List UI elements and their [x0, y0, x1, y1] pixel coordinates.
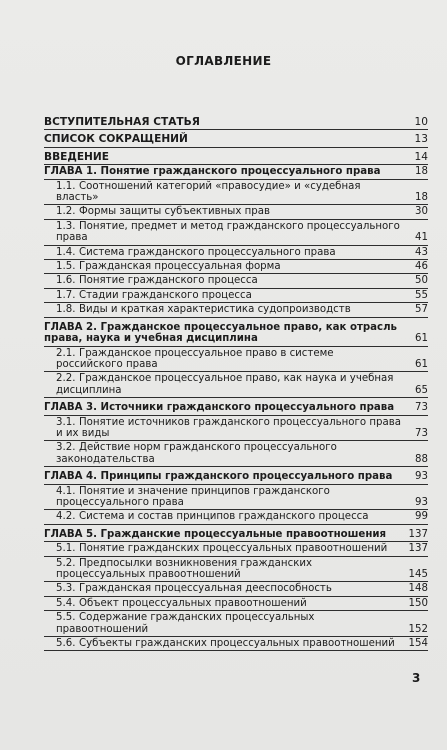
toc-entry-page: 10 [414, 116, 428, 128]
toc-section-3-1 [44, 416, 428, 442]
toc-entry-title: Понятие гражданского процесса [79, 275, 258, 287]
toc-section-3-2 [44, 441, 428, 467]
toc-section-number: 1.3. [56, 220, 76, 232]
toc-chapter-2 [44, 321, 428, 347]
toc-section-number: 1.6. [56, 275, 76, 287]
toc-entry-title: Формы защиты субъективных прав [79, 206, 270, 218]
toc-section-1-3 [44, 220, 428, 246]
toc-entry-title: Содержание гражданских процессуальных правоотношений [56, 612, 315, 635]
toc-section-5-5 [44, 611, 428, 637]
toc-section-number: 1.4. [56, 246, 76, 258]
toc-section-number: 5.3. [56, 583, 76, 595]
toc-entry-page: 41 [415, 232, 428, 244]
toc-entry-title: Гражданская процессуальная дееспособность [79, 583, 332, 595]
toc-entry-page: 61 [415, 333, 428, 345]
toc-entry-title: Виды и краткая характеристика судопроизводств [79, 304, 351, 316]
toc-entry-title: СПИСОК СОКРАЩЕНИЙ [44, 133, 188, 146]
toc-entry-page: 99 [415, 511, 428, 523]
toc-chapter-3 [44, 401, 428, 415]
toc-entry-title: Предпосылки возникновения гражданских процессуальных правоотношений [56, 557, 312, 580]
toc-entry-page: 57 [415, 304, 428, 316]
toc-entry-title: ВВЕДЕНИЕ [44, 150, 110, 163]
toc-section-number: 1.2. [56, 206, 76, 218]
toc-entry-title: ГЛАВА 4. Принципы гражданского процессуального права [44, 471, 393, 483]
toc-entry-title: Стадии гражданского процесса [79, 289, 252, 301]
toc-entry-page: 61 [415, 358, 428, 370]
toc-entry-title: Гражданская процессуальная форма [79, 261, 281, 273]
toc-entry-title: ГЛАВА 2. Гражданское процессуальное право, как отрасль права, наука и учебная дисциплина [44, 321, 397, 345]
toc-entry-page: 137 [408, 528, 428, 540]
toc-entry-title: Понятие гражданских процессуальных правоотношений [79, 543, 388, 555]
toc-entry-page: 148 [408, 583, 428, 595]
toc-section-4-1 [44, 485, 428, 511]
toc-entry-page: 88 [415, 453, 428, 465]
page-number: 3 [412, 671, 421, 685]
toc-entry-page: 137 [408, 543, 428, 555]
toc-section-number: 5.2. [56, 557, 76, 569]
toc-chapter-1 [44, 165, 428, 179]
toc-entry-title: Гражданское процессуальное право, как наука и учебная дисциплина [56, 373, 394, 396]
toc-entry-intro-article [44, 116, 428, 130]
toc-chapter-4 [44, 470, 428, 484]
toc-section-2-2 [44, 372, 428, 398]
toc-entry-title: ГЛАВА 3. Источники гражданского процессуального права [44, 402, 395, 414]
toc-entry-page: 154 [408, 638, 428, 650]
toc-entry-title: Система гражданского процессуального права [79, 246, 336, 258]
toc-entry-introduction [44, 151, 428, 165]
toc-entry-title: Гражданское процессуальное право в системе российского права [56, 347, 334, 370]
toc-section-1-4 [44, 246, 428, 260]
toc-entry-title: ГЛАВА 5. Гражданские процессуальные правоотношения [44, 528, 387, 540]
toc-section-number: 1.5. [56, 261, 76, 273]
toc-section-1-1 [44, 180, 428, 206]
toc-section-5-3 [44, 582, 428, 596]
toc-section-5-2 [44, 557, 428, 583]
page-title: ОГЛАВЛЕНИЕ [175, 54, 272, 68]
toc-entry-title: Понятие и значение принципов гражданского процессуального права [56, 485, 330, 508]
toc-entry-page: 46 [415, 261, 428, 273]
toc-entry-page: 150 [408, 597, 428, 609]
toc-entry-page: 30 [415, 206, 428, 218]
toc-section-2-1 [44, 347, 428, 373]
toc-section-number: 5.6. [56, 638, 76, 650]
toc-entry-page: 65 [415, 384, 428, 396]
toc-section-1-7 [44, 289, 428, 303]
toc-section-1-6 [44, 274, 428, 288]
toc-section-number: 3.1. [56, 416, 76, 428]
toc-section-5-4 [44, 597, 428, 611]
toc-entry-title: Соотношений категорий «правосудие» и «судебная власть» [56, 180, 361, 204]
toc-entry-title: Действие норм гражданского процессуального законодательства [56, 442, 337, 465]
toc-entry-page: 73 [415, 427, 428, 439]
toc-section-1-2 [44, 205, 428, 219]
toc-entry-abbreviations [44, 133, 428, 147]
toc-entry-title: Система и состав принципов гражданского процесса [79, 511, 369, 523]
toc-entry-page: 14 [414, 150, 428, 163]
toc-section-number: 1.8. [56, 304, 76, 316]
toc-section-number: 5.4. [56, 597, 76, 609]
toc-entry-page: 73 [415, 402, 428, 414]
toc-entry-page: 145 [408, 569, 428, 580]
toc-entry-page: 18 [415, 192, 428, 204]
toc-section-number: 2.2. [56, 373, 76, 385]
toc-section-number: 2.1. [56, 347, 76, 359]
toc-section-number: 1.7. [56, 289, 76, 301]
toc-section-number: 5.5. [56, 612, 76, 624]
toc-entry-title: ВСТУПИТЕЛЬНАЯ СТАТЬЯ [44, 116, 200, 128]
toc-entry-page: 55 [415, 289, 428, 301]
toc-section-number: 4.1. [56, 485, 76, 497]
table-of-contents [44, 116, 428, 651]
toc-entry-page: 43 [415, 246, 428, 258]
toc-section-number: 5.1. [56, 543, 76, 555]
toc-entry-page: 152 [408, 623, 428, 635]
toc-entry-page: 13 [414, 133, 428, 146]
toc-section-number: 3.2. [56, 442, 76, 454]
toc-section-4-2 [44, 510, 428, 524]
toc-entry-title: Субъекты гражданских процессуальных правоотношений [79, 638, 395, 650]
toc-entry-title: Понятие источников гражданского процессуального права и их виды [56, 416, 401, 439]
toc-entry-title: Объект процессуальных правоотношений [79, 597, 307, 609]
toc-entry-title: Понятие, предмет и метод гражданского процессуального права [56, 220, 400, 244]
toc-section-5-1 [44, 542, 428, 556]
toc-section-5-6 [44, 637, 428, 651]
toc-entry-page: 93 [415, 496, 428, 508]
toc-section-1-5 [44, 260, 428, 274]
toc-section-number: 1.1. [56, 180, 76, 192]
toc-chapter-5 [44, 528, 428, 542]
toc-entry-page: 93 [415, 471, 428, 483]
toc-entry-title: ГЛАВА 1. Понятие гражданского процессуального права [44, 166, 381, 178]
toc-entry-page: 18 [415, 166, 428, 178]
toc-section-1-8 [44, 303, 428, 317]
toc-entry-page: 50 [415, 275, 428, 287]
toc-section-number: 4.2. [56, 511, 76, 523]
